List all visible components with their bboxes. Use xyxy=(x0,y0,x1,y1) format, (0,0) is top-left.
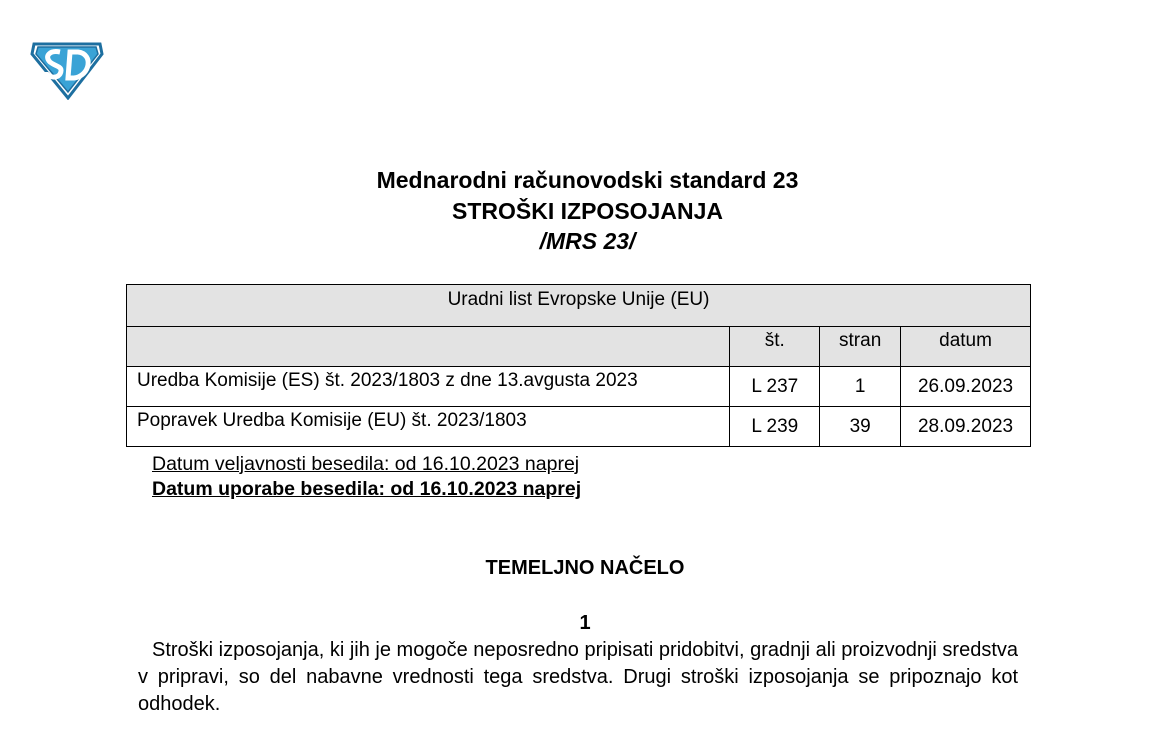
column-header-datum: datum xyxy=(901,327,1031,367)
table-header-row xyxy=(127,327,1031,367)
row-datum: 26.09.2023 xyxy=(901,367,1031,407)
column-header-stran: stran xyxy=(820,327,901,367)
row-stran: 39 xyxy=(820,407,901,447)
section-heading: TEMELJNO NAČELO xyxy=(485,557,685,579)
application-date: Datum uporabe besedila: od 16.10.2023 naprej xyxy=(152,478,582,500)
table-caption: Uradni list Evropske Unije (EU) xyxy=(127,285,1031,327)
paragraph-text: Stroški izposojanja, ki jih je mogoče neposredno pripisati pridobitvi, gradnji ali proizvodnji sredstva v pripravi, so del nabavne vrednosti tega sredstva. Drugi stroški izposojanja se pripoznajo kot odhodek. xyxy=(138,639,1018,715)
row-st: L 239 xyxy=(730,407,820,447)
title-line-1: Mednarodni računovodski standard 23 xyxy=(376,167,799,193)
table-row xyxy=(127,367,1031,407)
paragraph-number: 1 xyxy=(579,612,591,634)
table-caption-row xyxy=(127,285,1031,327)
validity-dates xyxy=(152,452,581,502)
sd-logo-icon xyxy=(30,40,104,100)
row-description: Uredba Komisije (ES) št. 2023/1803 z dne 13.avgusta 2023 xyxy=(127,367,730,407)
title-line-3: /MRS 23/ xyxy=(539,228,636,254)
row-datum: 28.09.2023 xyxy=(901,407,1031,447)
title-line-2: STROŠKI IZPOSOJANJA xyxy=(452,197,723,224)
row-stran: 1 xyxy=(820,367,901,407)
column-header-description xyxy=(127,327,730,367)
column-header-st: št. xyxy=(730,327,820,367)
row-st: L 237 xyxy=(730,367,820,407)
row-description: Popravek Uredba Komisije (EU) št. 2023/1803 xyxy=(127,407,730,447)
official-journal-table xyxy=(126,284,1031,447)
validity-date: Datum veljavnosti besedila: od 16.10.2023 naprej xyxy=(152,453,580,475)
table-row xyxy=(127,407,1031,447)
document-title xyxy=(0,165,1157,257)
